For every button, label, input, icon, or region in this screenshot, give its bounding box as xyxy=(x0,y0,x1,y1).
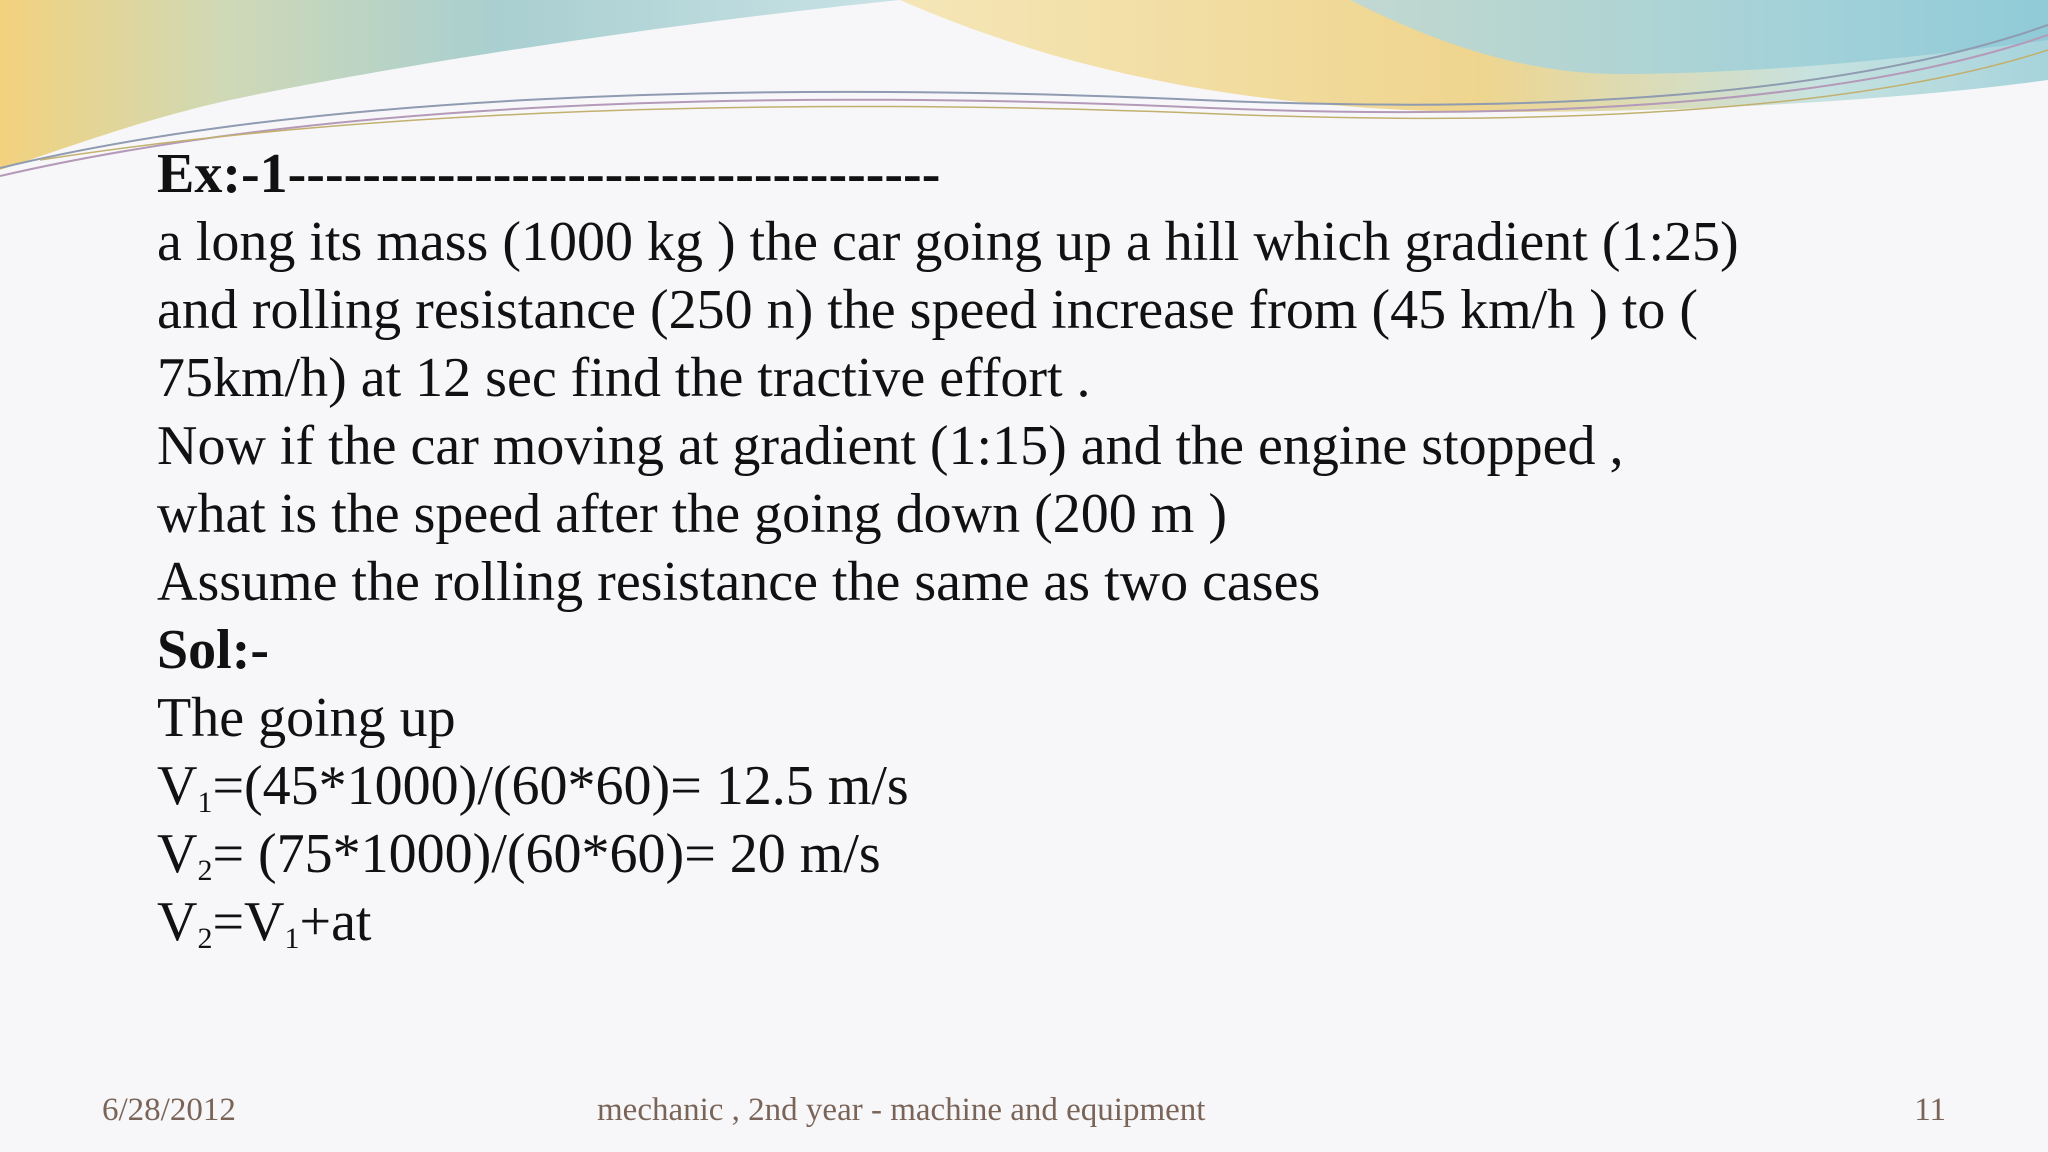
problem-line-4: Now if the car moving at gradient (1:15) and the engine stopped , xyxy=(157,415,1624,477)
equation-v2 xyxy=(157,820,1957,888)
equation-v2-subscript: 2 xyxy=(197,854,213,887)
equation-kinematic xyxy=(157,888,1957,956)
equation-kinematic-tail: +at xyxy=(299,891,372,953)
slide-body xyxy=(157,140,1957,956)
example-title: Ex:-1----------------------------------- xyxy=(157,143,941,205)
equation-kinematic-symbol: V xyxy=(157,891,198,953)
equation-v1-symbol: V xyxy=(157,755,198,817)
problem-line-6: Assume the rolling resistance the same as two cases xyxy=(157,551,1321,613)
problem-line-2: and rolling resistance (250 n) the speed increase from (45 km/h ) to ( xyxy=(157,279,1699,341)
problem-line-1: a long its mass (1000 kg ) the car going up a hill which gradient (1:25) xyxy=(157,211,1739,273)
equation-kinematic-subscript-2: 1 xyxy=(284,922,300,955)
solution-intro: The going up xyxy=(157,687,456,749)
equation-v1-expression: =(45*1000)/(60*60)= 12.5 m/s xyxy=(212,755,909,817)
slide-number: 11 xyxy=(1914,1092,1946,1128)
equation-v1-subscript: 1 xyxy=(197,786,213,819)
footer-title: mechanic , 2nd year - machine and equipment xyxy=(597,1092,1206,1128)
problem-line-5: what is the speed after the going down (200 m ) xyxy=(157,483,1227,545)
equation-v2-symbol: V xyxy=(157,823,198,885)
solution-heading: Sol:- xyxy=(157,619,269,681)
equation-kinematic-subscript-1: 2 xyxy=(197,922,213,955)
problem-line-3: 75km/h) at 12 sec find the tractive effort . xyxy=(157,347,1091,409)
footer-date: 6/28/2012 xyxy=(102,1092,236,1128)
equation-v1 xyxy=(157,752,1957,820)
equation-kinematic-middle: =V xyxy=(212,891,285,953)
equation-v2-expression: = (75*1000)/(60*60)= 20 m/s xyxy=(212,823,881,885)
